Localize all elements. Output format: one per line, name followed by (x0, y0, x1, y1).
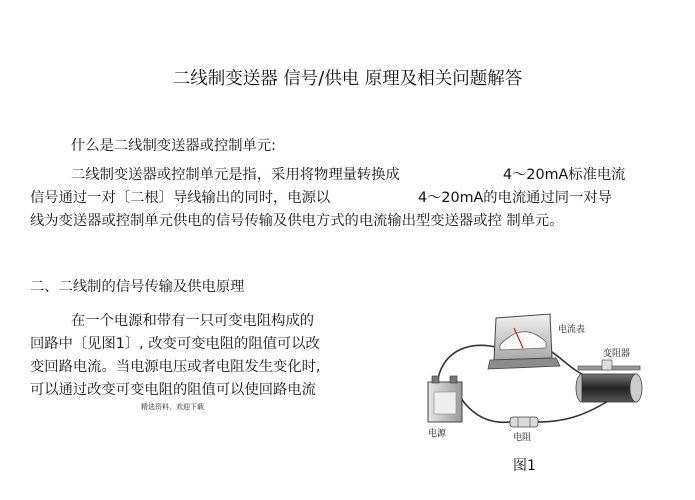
ammeter-label: 电流表 (558, 325, 586, 335)
ammeter-icon (488, 314, 560, 369)
section2-line-1: 在一个电源和带有一只可变电阻构成的 (71, 313, 315, 329)
section2-line-3: 变回路电流。当电源电压或者电阻发生变化时, (30, 359, 321, 375)
section2-line-4: 可以通过改变可变电阻的阻值可以使回路电流 (30, 382, 316, 398)
rheostat-icon (576, 360, 642, 402)
section2-heading: 二、二线制的信号传输及供电原理 (30, 279, 245, 295)
answer-line-2: 信号通过一对〔二根〕导线输出的同时，电源以 (30, 190, 331, 206)
rheostat-label: 变阻器 (603, 349, 631, 359)
resistor-icon (510, 417, 538, 427)
answer-line-2-spec: 4～20mA的电流通过同一对导 (418, 190, 612, 206)
resistor-label: 电阻 (513, 433, 532, 443)
answer-line-1-spec: 4～20mA标准电流 (503, 167, 626, 183)
circuit-figure (410, 300, 655, 450)
watermark-text: 精选资料，欢迎下载 (141, 403, 204, 411)
battery-icon (428, 376, 462, 422)
answer-line-1: 二线制变送器或控制单元是指，采用将物理量转换成 (71, 167, 400, 183)
section2-line-2: 回路中〔见图1〕, 改变可变电阻的阻值可以改 (30, 336, 320, 352)
answer-line-3: 线为变送器或控制单元供电的信号传输及供电方式的电流输出型变送器或控 制单元。 (30, 213, 564, 229)
document-title: 二线制变送器 信号/供电 原理及相关问题解答 (172, 69, 523, 89)
figure-caption: 图1 (513, 458, 536, 474)
source-label: 电源 (428, 429, 447, 439)
question-heading: 什么是二线制变送器或控制单元: (71, 138, 276, 154)
